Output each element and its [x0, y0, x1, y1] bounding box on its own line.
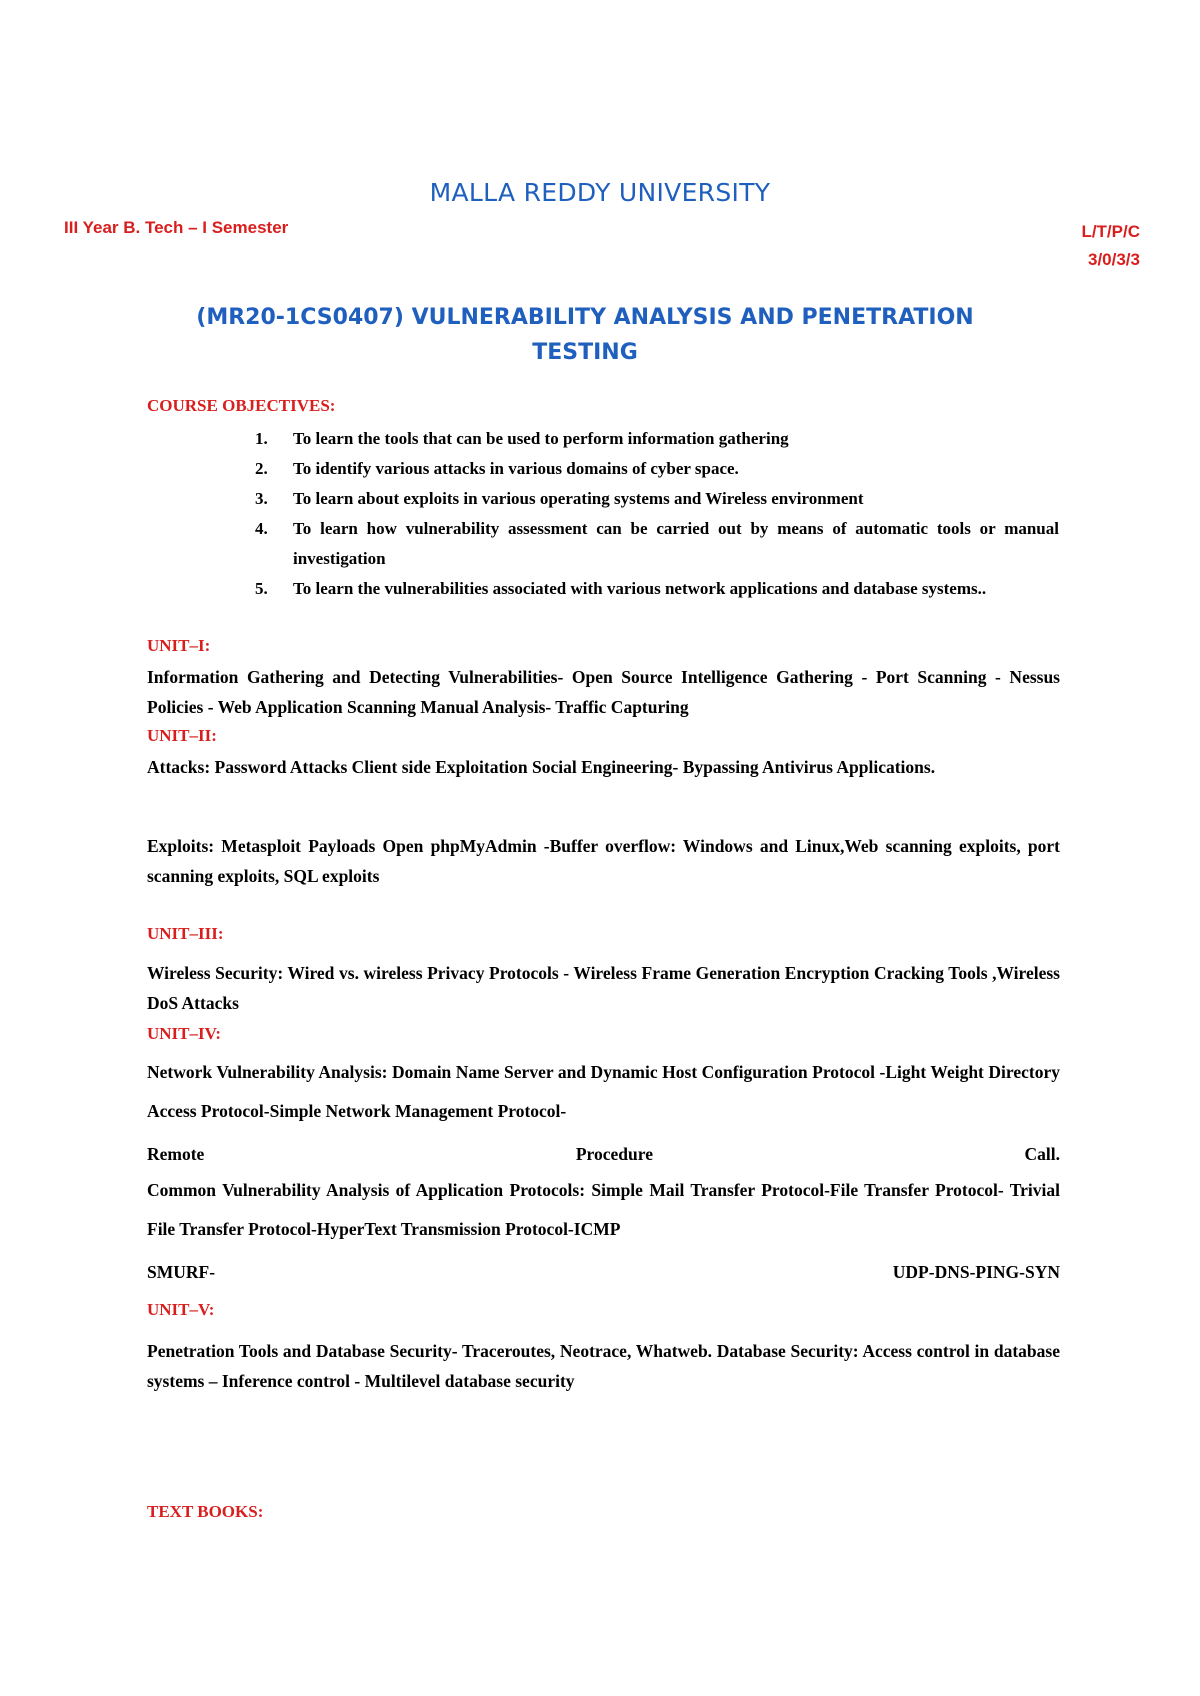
unit-5-heading: UNIT–V: — [147, 1300, 215, 1319]
list-item-number: 4. — [255, 519, 268, 538]
ltpc-label: L/T/P/C — [1081, 222, 1140, 241]
list-item — [255, 484, 1059, 514]
course-title — [0, 300, 1170, 370]
list-item-number: 3. — [255, 489, 268, 508]
unit-3-heading: UNIT–III: — [147, 924, 224, 943]
list-item-text: To identify various attacks in various domains of cyber space. — [293, 459, 739, 478]
list-item-number: 2. — [255, 459, 268, 478]
udp-dns-ping-syn-word: UDP-DNS-PING-SYN — [892, 1262, 1060, 1282]
list-item-text: To learn the vulnerabilities associated with various network applications and database systems.. — [293, 579, 987, 598]
ltpc-block — [1081, 218, 1140, 274]
unit-4-smurf-line — [147, 1257, 1060, 1287]
unit-1-heading: UNIT–I: — [147, 636, 211, 655]
text-books-heading: TEXT BOOKS: — [147, 1502, 264, 1521]
list-item-number: 5. — [255, 579, 268, 598]
course-title-line1: (MR20-1CS0407) VULNERABILITY ANALYSIS AND PENETRATION — [196, 305, 974, 330]
unit-4-heading: UNIT–IV: — [147, 1024, 222, 1043]
unit-5-content: Penetration Tools and Database Security- Traceroutes, Neotrace, Whatweb. Database Security: Access control in database systems – Inference control - Multilevel database security — [147, 1341, 1060, 1391]
list-item — [255, 514, 1059, 574]
list-item — [255, 574, 1059, 604]
list-item-text: To learn how vulnerability assessment can be carried out by means of automatic tools or manual investigation — [293, 519, 1059, 568]
procedure-word: Procedure — [575, 1144, 653, 1164]
list-item — [255, 454, 1059, 484]
unit-4-network: Network Vulnerability Analysis: Domain Name Server and Dynamic Host Configuration Protocol -Light Weight Directory Access Protocol-Simple Network Management Protocol- — [147, 1062, 1060, 1121]
unit-4-common: Common Vulnerability Analysis of Application Protocols: Simple Mail Transfer Protocol-File Transfer Protocol- Trivial File Transfer Protocol-HyperText Transmission Protocol-ICMP — [147, 1180, 1060, 1239]
objectives-list — [255, 424, 1059, 604]
ltpc-value: 3/0/3/3 — [1088, 250, 1140, 269]
list-item-number: 1. — [255, 429, 268, 448]
list-item-text: To learn about exploits in various operating systems and Wireless environment — [293, 489, 864, 508]
university-title: MALLA REDDY UNIVERSITY — [429, 178, 771, 207]
course-objectives-heading: COURSE OBJECTIVES: — [147, 396, 336, 415]
unit-2-attacks: Attacks: Password Attacks Client side Exploitation Social Engineering- Bypassing Antivirus Applications. — [147, 757, 936, 777]
list-item-text: To learn the tools that can be used to perform information gathering — [293, 429, 789, 448]
unit-1-content: Information Gathering and Detecting Vulnerabilities- Open Source Intelligence Gathering - Port Scanning - Nessus Policies - Web Application Scanning Manual Analysis- Traffic Capturing — [147, 667, 1060, 717]
unit-4-remote-line — [147, 1139, 1060, 1169]
call-word: Call. — [1024, 1144, 1060, 1164]
semester-label: III Year B. Tech – I Semester — [64, 218, 289, 237]
course-title-line2: TESTING — [532, 340, 638, 365]
smurf-word: SMURF- — [147, 1262, 216, 1282]
unit-2-heading: UNIT–II: — [147, 726, 217, 745]
unit-3-content: Wireless Security: Wired vs. wireless Privacy Protocols - Wireless Frame Generation Encryption Cracking Tools ,Wireless DoS Attacks — [147, 963, 1060, 1013]
list-item — [255, 424, 1059, 454]
unit-2-exploits: Exploits: Metasploit Payloads Open phpMyAdmin -Buffer overflow: Windows and Linux,Web scanning exploits, port scanning exploits, SQL exploits — [147, 836, 1060, 886]
remote-word: Remote — [147, 1144, 205, 1164]
